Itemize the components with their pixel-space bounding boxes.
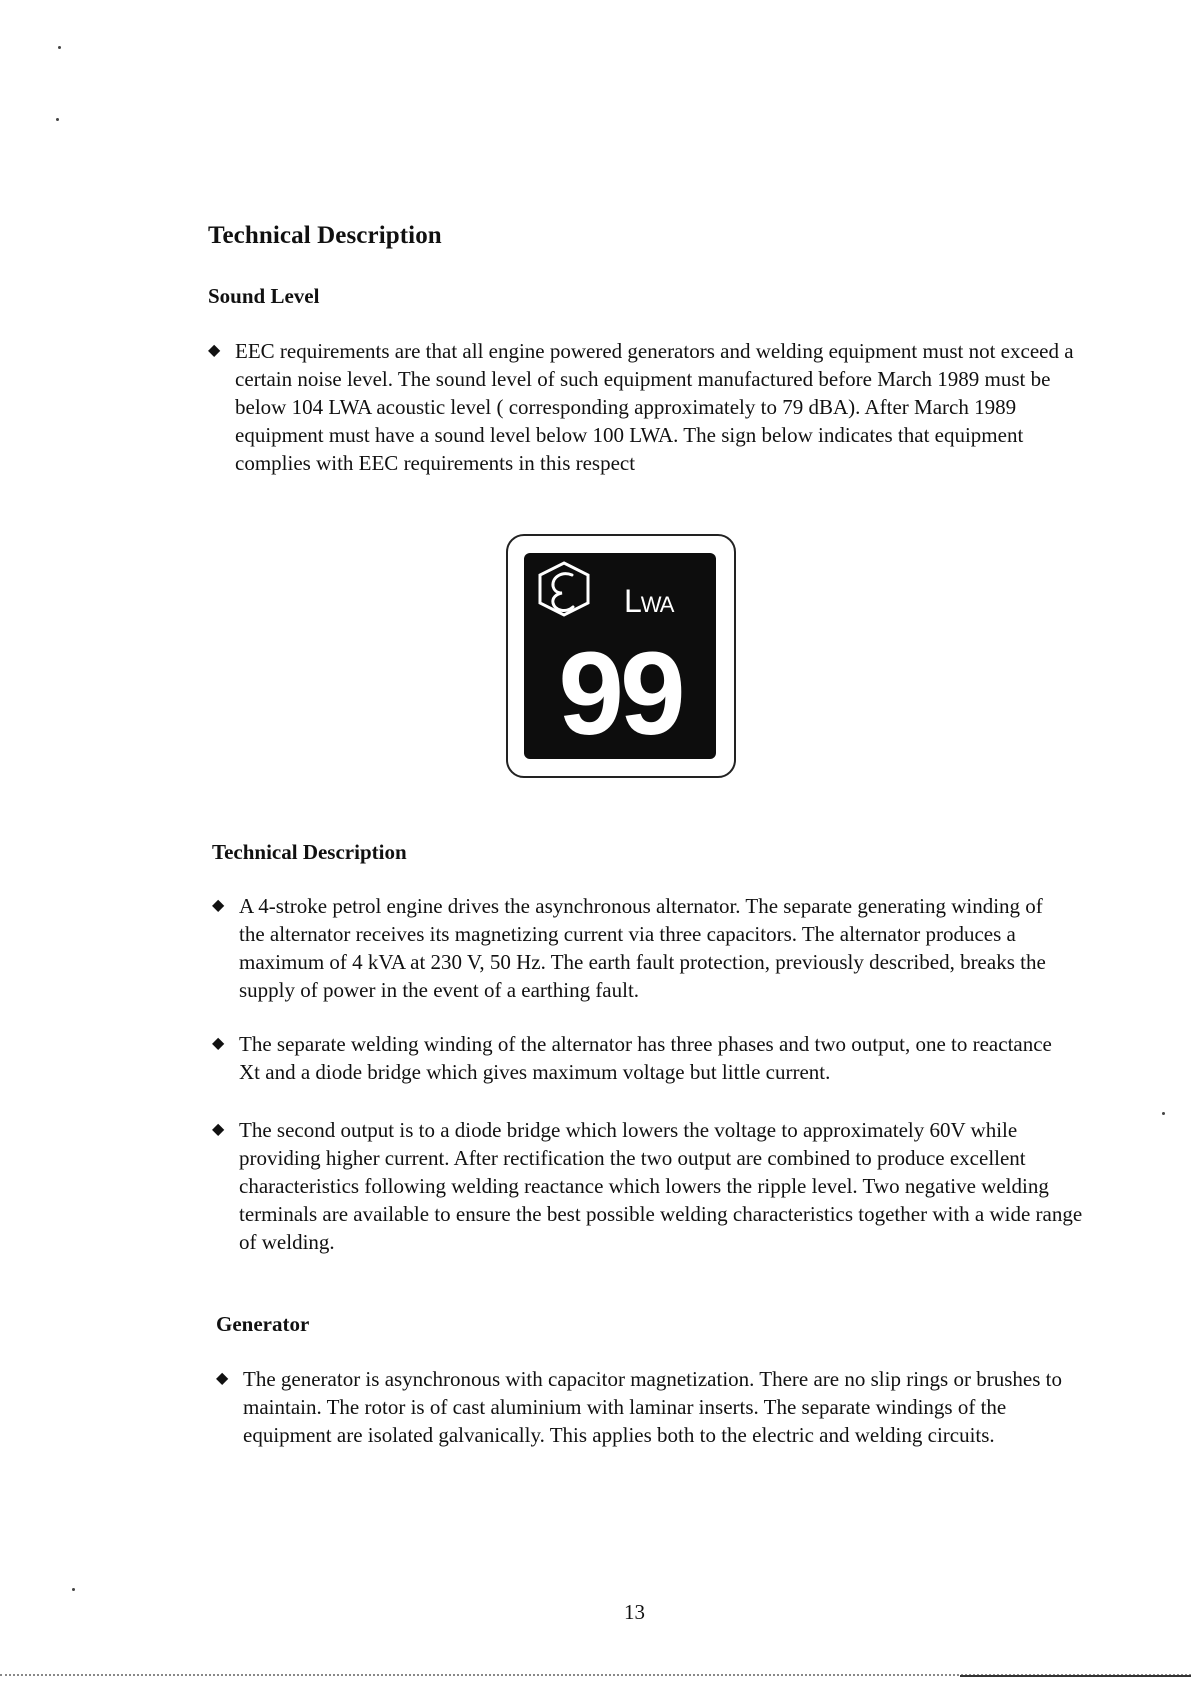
lwa-value: 99 [558, 628, 682, 760]
paragraph-text: A 4-stroke petrol engine drives the asynchronous alternator. The separate generating winding of the alternator receives its magnetizing current via three capacitors. The alternator produces a maximum of 4 kVA at 230 V, 50 Hz. The earth fault protection, previously described, breaks the supply of power in the event of a earthing fault. [239, 894, 1046, 1002]
technical-description-paragraph-3 [212, 1116, 1089, 1256]
technical-description-paragraph-2 [212, 1030, 1071, 1086]
generator-heading: Generator [216, 1312, 310, 1336]
bullet-diamond-icon: ◆ [212, 897, 225, 914]
sound-level-heading: Sound Level [208, 284, 320, 308]
scan-speck [58, 46, 61, 49]
bullet-diamond-icon: ◆ [216, 1370, 229, 1387]
paragraph-text: The separate welding winding of the alternator has three phases and two output, one to reactance Xt and a diode bridge which gives maximum voltage but little current. [239, 1032, 1052, 1084]
scan-speck [56, 118, 59, 121]
technical-description-paragraph-1 [212, 892, 1071, 1004]
page-title: Technical Description [208, 222, 442, 249]
bullet-diamond-icon: ◆ [208, 342, 221, 359]
lwa-sign-panel [524, 553, 716, 759]
lwa-unit-label: LWA [624, 583, 674, 619]
bullet-diamond-icon: ◆ [212, 1035, 225, 1052]
technical-description-heading: Technical Description [212, 840, 407, 864]
scan-speck [1162, 1112, 1165, 1115]
generator-paragraph [216, 1365, 1083, 1449]
scan-speck [72, 1588, 75, 1591]
page-number: 13 [624, 1600, 645, 1624]
paragraph-text: The second output is to a diode bridge which lowers the voltage to approximately 60V while providing higher current. After rectification the two output are combined to produce excellent characteristics following welding reactance which lowers the ripple level. Two negative welding terminals are available to ensure the best possible welding characteristics together with a wide range of welding. [239, 1118, 1083, 1254]
lwa-noise-sign [506, 534, 736, 778]
bullet-diamond-icon: ◆ [212, 1121, 225, 1138]
scan-edge-line [960, 1675, 1191, 1677]
sound-level-paragraph [208, 337, 1075, 477]
paragraph-text: The generator is asynchronous with capacitor magnetization. There are no slip rings or brushes to maintain. The rotor is of cast aluminium with laminar inserts. The separate windings of the equipment are isolated galvanically. This applies both to the electric and welding circuits. [243, 1367, 1062, 1447]
paragraph-text: EEC requirements are that all engine powered generators and welding equipment must not exceed a certain noise level. The sound level of such equipment manufactured before March 1989 must be below 104 LWA acoustic level ( corresponding approximately to 79 dBA). After March 1989 equipment must have a sound level below 100 LWA. The sign below indicates that equipment complies with EEC requirements in this respect [235, 339, 1074, 475]
